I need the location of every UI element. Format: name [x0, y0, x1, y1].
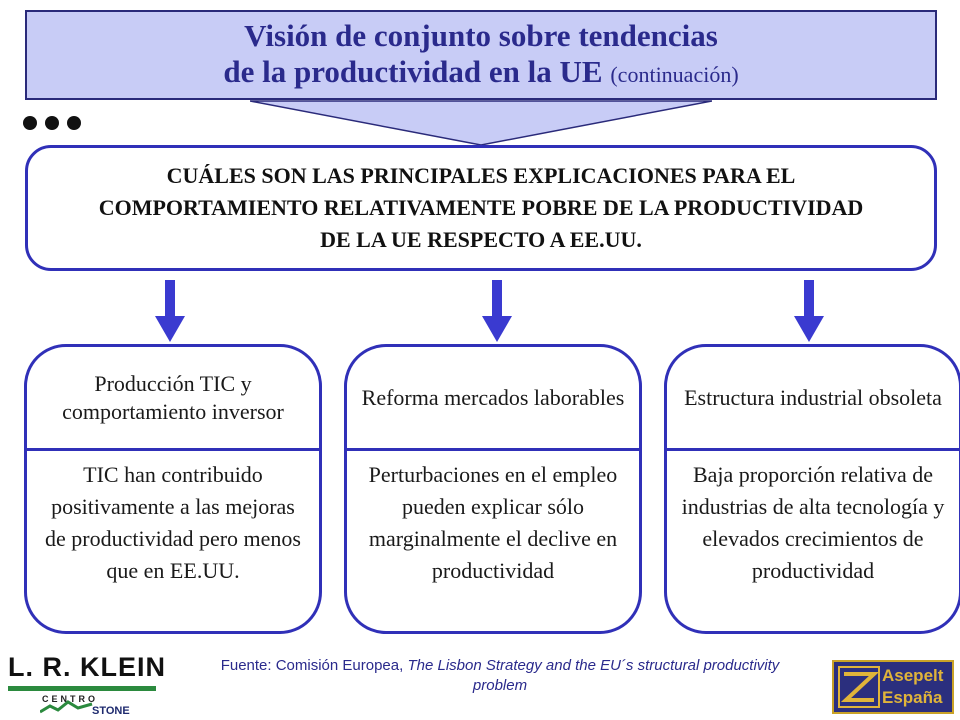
source-prefix: Fuente: Comisión Europea,	[220, 657, 404, 674]
title-continuation: (continuación)	[610, 61, 739, 87]
title-line-1: Visión de conjunto sobre tendencias	[244, 17, 718, 53]
asepelt-country: España	[882, 688, 943, 707]
card-body-box	[347, 451, 639, 631]
card-heading-box	[347, 347, 639, 451]
klein-logo-centro: CENTRO	[42, 694, 98, 704]
title-banner	[25, 10, 937, 100]
asepelt-name: Asepelt	[882, 666, 944, 685]
down-arrow-icon	[794, 280, 824, 342]
down-arrow-icon	[482, 280, 512, 342]
funnel-arrow-icon	[250, 100, 712, 146]
ellipsis-icon	[20, 108, 84, 138]
source-title: The Lisbon Strategy and the EU´s structural productivity problem	[407, 657, 780, 694]
down-arrow-icon	[155, 280, 185, 342]
asepelt-logo	[832, 660, 954, 714]
card-heading: Estructura industrial obsoleta	[684, 384, 942, 410]
card-body: Perturbaciones en el empleo pueden explicar sólo marginalmente el declive en productividad	[368, 462, 618, 583]
card-heading-box	[667, 347, 959, 451]
card-heading: Reforma mercados laborables	[361, 384, 625, 410]
title-main: de la productividad en la UE	[223, 53, 603, 89]
question-text: CUÁLES SON LAS PRINCIPALES EXPLICACIONES PARA EL COMPORTAMIENTO RELATIVAMENTE POBRE DE LA PRODUCTIVIDAD DE LA UE RESPECTO A EE.UU.	[98, 163, 864, 252]
card-body: TIC han contribuido positivamente a las mejoras de productividad pero menos que en EE.UU.	[45, 462, 301, 583]
card-industrial-structure	[664, 344, 960, 634]
klein-logo	[6, 652, 166, 718]
klein-logo-name: L. R. KLEIN	[8, 652, 166, 682]
card-body: Baja proporción relativa de industrias de alta tecnología y elevados crecimientos de productividad	[681, 462, 945, 583]
card-ict-production	[24, 344, 322, 634]
card-heading: Producción TIC y comportamiento inversor	[62, 370, 284, 424]
card-heading-box	[27, 347, 319, 451]
card-labour-reform	[344, 344, 642, 634]
question-box	[25, 145, 937, 271]
card-body-box	[27, 451, 319, 631]
title-line-2	[223, 54, 738, 93]
asepelt-emblem-icon	[838, 666, 880, 708]
source-note	[220, 656, 780, 696]
klein-logo-bar	[8, 686, 156, 691]
stone-wave-icon	[40, 698, 94, 716]
card-body-box	[667, 451, 959, 631]
klein-logo-stone: STONE	[92, 705, 130, 717]
